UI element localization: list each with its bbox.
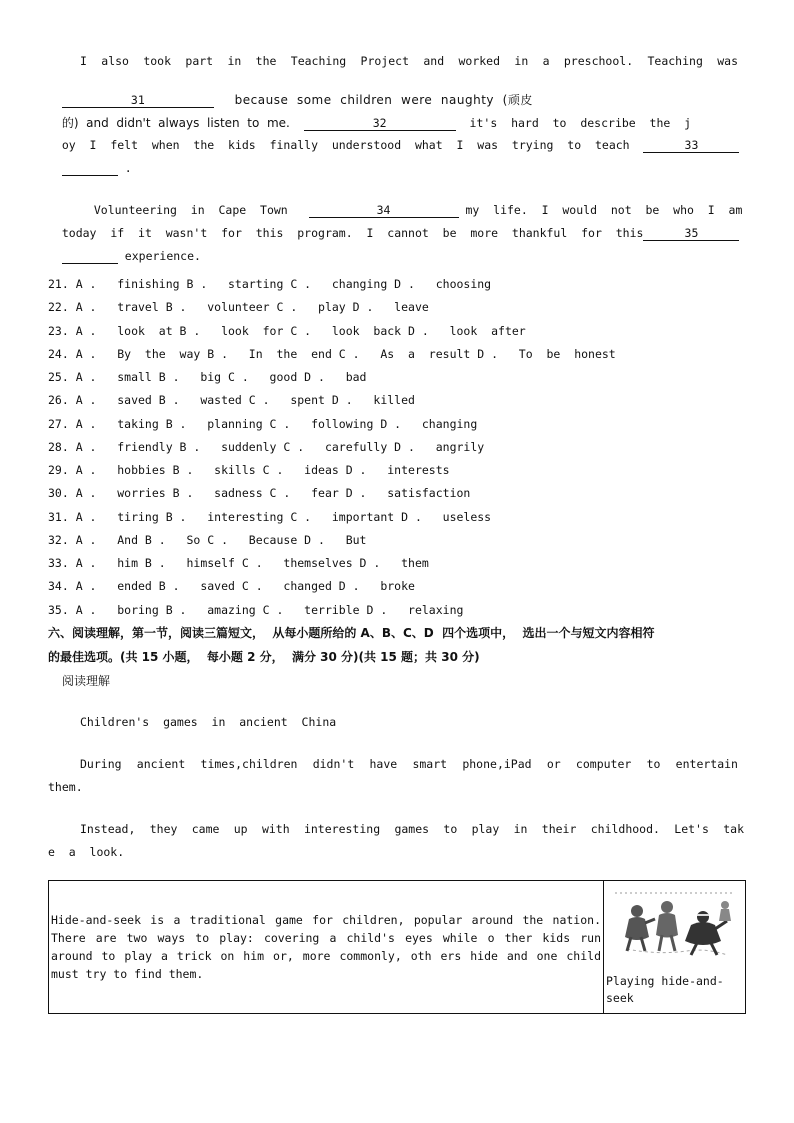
reading-text: During ancient times,children didn't have smart phone,iPad or computer to entertain [80, 757, 738, 771]
blank-number: 31 [130, 93, 145, 107]
reading-text: Instead, they came up with interesting games to play in their childhood. Let's tak [80, 822, 744, 836]
option-row-35: 35. A . boring B . amazing C . terrible D . relaxing [48, 603, 464, 617]
passage-text: Volunteering in Cape Town [93, 203, 288, 217]
option-row-25: 25. A . small B . big C . good D . bad [48, 370, 367, 384]
reading-line [48, 757, 738, 771]
option-row-21: 21. A . finishing B . starting C . changing D . choosing [48, 277, 492, 291]
passage-text: 的) and didn't always listen to me. [61, 116, 290, 130]
passage-text: oy I felt when the kids finally understood what I was trying to teach [61, 138, 630, 152]
game-table [48, 880, 746, 1014]
option-row-23: 23. A . look at B . look for C . look back D . look after [48, 324, 526, 338]
passage-text: it's hard to describe the j [469, 116, 692, 130]
blank-number: 32 [372, 116, 387, 130]
passage-text: today if it wasn't for this program. I cannot be more thankful for this [61, 226, 644, 240]
passage-text: . [124, 161, 132, 175]
game-description-cell [49, 881, 604, 1014]
section-heading-cont: 的最佳选项。(共 15 小题， 每小题 2 分， 满分 30 分)(共 15 题；共 30 分) [48, 650, 480, 664]
passage-text: my life. I would not be who I am [465, 203, 743, 217]
blank-number: 35 [684, 226, 699, 240]
passage-line [48, 235, 738, 264]
blank-number: 34 [376, 203, 391, 217]
option-row-34: 34. A . ended B . saved C . changed D . broke [48, 579, 415, 593]
option-row-22: 22. A . travel B . volunteer C . play D . leave [48, 300, 429, 314]
section-sub-label: 阅读理解 [62, 674, 111, 688]
reading-line [48, 822, 744, 836]
option-row-29: 29. A . hobbies B . skills C . ideas D . interests [48, 463, 450, 477]
passage-line [48, 147, 738, 176]
option-row-33: 33. A . him B . himself C . themselves D . them [48, 556, 429, 570]
game-description: Hide-and-seek is a traditional game for children, popular around the nation. There are two ways to play: covering a child's eyes while o ther kids run around to play a trick on him or, more commonly, oth ers hide and one child must try to find them. [51, 913, 601, 981]
passage-line [48, 54, 738, 68]
blank-33-cont [62, 161, 118, 176]
option-row-28: 28. A . friendly B . suddenly C . carefully D . angrily [48, 440, 485, 454]
option-row-32: 32. A . And B . So C . Because D . But [48, 533, 367, 547]
option-row-31: 31. A . tiring B . interesting C . important D . useless [48, 510, 492, 524]
passage-text: because some children were naughty (顽皮 [234, 93, 533, 107]
blank-35-cont [62, 249, 118, 264]
game-image-cell [604, 881, 746, 1014]
reading-title: Children's games in ancient China [80, 715, 337, 729]
reading-line: them. [48, 780, 83, 794]
option-row-27: 27. A . taking B . planning C . following D . changing [48, 417, 478, 431]
passage-text: experience. [124, 249, 201, 263]
hide-and-seek-illustration [607, 887, 743, 967]
option-row-24: 24. A . By the way B . In the end C . As a result D . To be honest [48, 347, 616, 361]
option-row-26: 26. A . saved B . wasted C . spent D . killed [48, 393, 415, 407]
passage-text: I also took part in the Teaching Project and worked in a preschool. Teaching was [80, 54, 738, 68]
reading-line: e a look. [48, 845, 125, 859]
image-caption: Playing hide-and-seek [606, 974, 724, 1005]
section-heading: 六、阅读理解，第一节，阅读三篇短文， 从每小题所给的 A、B、C、D 四个选项中， 选出一个与短文内容相符 [48, 626, 655, 640]
option-row-30: 30. A . worries B . sadness C . fear D . satisfaction [48, 486, 471, 500]
blank-number: 33 [684, 138, 699, 152]
